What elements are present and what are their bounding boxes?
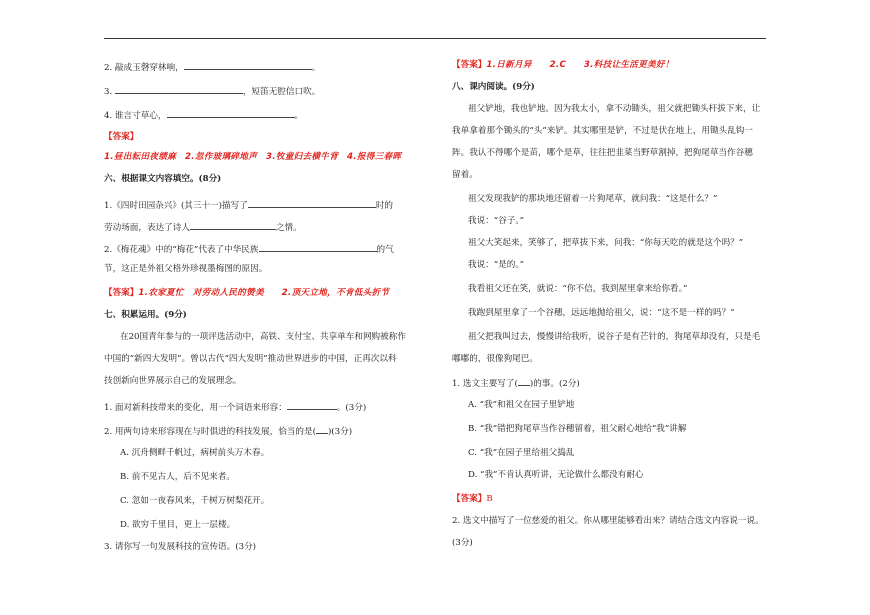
option-c[interactable]: C. “我”在园子里给祖父捣乱 xyxy=(468,448,575,458)
reading-line: 祖父发现我铲的那块地还留着一片狗尾草，就问我：“这是什么？” xyxy=(468,194,718,204)
answer-blank[interactable] xyxy=(287,400,337,410)
reading-line: 祖父大笑起来，笑够了，把草拔下来，问我：“你每天吃的就是这个吗？” xyxy=(468,238,744,248)
option-d[interactable]: D. 欲穷千里目，更上一层楼。 xyxy=(120,520,236,530)
answer-blank[interactable] xyxy=(190,220,276,230)
reading-q2-score: (3分) xyxy=(452,538,473,548)
top-rule xyxy=(104,38,766,39)
accum-q3: 3. 请你写一句发展科技的宣传语。(3分) xyxy=(104,542,257,552)
answer-blank[interactable] xyxy=(184,60,312,70)
section-eight-title: 八、课内阅读。(9分) xyxy=(452,82,535,92)
poem-q2: 2. 敲成玉磬穿林响， 。 xyxy=(104,60,320,73)
fill-q2-line2: 节，这正是外祖父格外珍视墨梅图的原因。 xyxy=(104,264,268,274)
option-b[interactable]: B. 前不见古人，后不见来者。 xyxy=(120,472,235,482)
fill-q2-line1: 2.《梅花魂》中的“梅花”代表了中华民族 的气 xyxy=(104,242,394,255)
reading-line: 我看祖父还在笑，就说：“你不信，我到屋里拿来给你看。” xyxy=(468,284,688,294)
answer-blank[interactable] xyxy=(259,242,377,252)
reading-line: 留着。 xyxy=(452,170,478,180)
reading-line: 嘟嘟的，很像狗尾巴。 xyxy=(452,354,538,364)
option-b[interactable]: B. “我”错把狗尾草当作谷穗留着，祖父耐心地给“我”讲解 xyxy=(468,424,687,434)
accum-q1: 1. 面对新科技带来的变化，用一个词语来形容： 。(3分) xyxy=(104,400,366,413)
fill-q1-line2: 劳动场面，表达了诗人 之情。 xyxy=(104,220,302,233)
answer-text: 1.昼出耘田夜绩麻 2.忽作玻璃碎地声 3.牧童归去横牛背 4.报得三春晖 xyxy=(104,152,402,162)
answer-blank[interactable] xyxy=(316,424,328,434)
answer-blank[interactable] xyxy=(167,108,295,118)
option-a[interactable]: A. 沉舟侧畔千帆过，病树前头万木春。 xyxy=(120,448,270,458)
accum-q2: 2. 用两句诗来形容现在与时俱进的科技发展，恰当的是( )(3分) xyxy=(104,424,352,437)
reading-line: 我单拿着那个锄头的“头”来铲。其实哪里是铲，不过是伏在地上，用锄头乱钩一 xyxy=(452,126,753,136)
section-six-title: 六、根据课文内容填空。(8分) xyxy=(104,174,222,184)
poem-q4: 4. 谁言寸草心， 。 xyxy=(104,108,303,121)
answer-line: 【答案】1.日新月异 2.C 3.科技让生活更美好！ xyxy=(452,60,674,70)
reading-line: 我说：“是的。” xyxy=(468,260,525,270)
reading-line: 祖父把我叫过去，慢慢讲给我听，说谷子是有芒针的，狗尾草却没有，只是毛 xyxy=(468,332,761,342)
passage-line: 在20国青年参与的一项评选活动中，高铁、支付宝、共享单车和网购被称作 xyxy=(120,332,406,342)
reading-q1: 1. 选文主要写了( )的事。(2分) xyxy=(452,376,580,389)
answer-blank[interactable] xyxy=(248,198,376,208)
answer-line: 【答案】B xyxy=(452,494,493,504)
section-seven-title: 七、积累运用。(9分) xyxy=(104,310,187,320)
reading-line: 我跑到屋里拿了一个谷穗，远远地抛给祖父，说：“这不是一样的吗？” xyxy=(468,308,735,318)
option-d[interactable]: D. “我”不肯认真听讲，无论做什么都没有耐心 xyxy=(468,470,644,480)
option-c[interactable]: C. 忽如一夜春风来，千树万树梨花开。 xyxy=(120,496,270,506)
option-a[interactable]: A. “我”和祖父在园子里铲地 xyxy=(468,400,575,410)
answer-blank[interactable] xyxy=(115,84,243,94)
passage-line: 中国的“新四大发明”。曾以古代“四大发明”推动世界进步的中国，正再次以科 xyxy=(104,354,397,364)
answer-label: 【答案】 xyxy=(104,132,139,142)
poem-q3: 3. ，短笛无腔信口吹。 xyxy=(104,84,320,97)
answer-blank[interactable] xyxy=(518,376,530,386)
reading-line: 祖父铲地，我也铲地。因为我太小，拿不动锄头，祖父就把锄头杆拔下来，让 xyxy=(468,104,761,114)
reading-line: 阵。我认不得哪个是苗，哪个是草，往往把韭菜当野草割掉，把狗尾草当作谷穗 xyxy=(452,148,753,158)
reading-q2: 2. 选文中描写了一位慈爱的祖父。你从哪里能够看出来？请结合选文内容说一说。 xyxy=(452,516,764,526)
answer-line: 【答案】1.农家夏忙 对劳动人民的赞美 2.顶天立地，不肯低头折节 xyxy=(104,288,390,298)
fill-q1-line1: 1.《四时田园杂兴》(其三十一)描写了 时的 xyxy=(104,198,393,211)
reading-line: 我说：“谷子。” xyxy=(468,216,525,226)
passage-line: 技创新向世界展示自己的发展理念。 xyxy=(104,376,242,386)
